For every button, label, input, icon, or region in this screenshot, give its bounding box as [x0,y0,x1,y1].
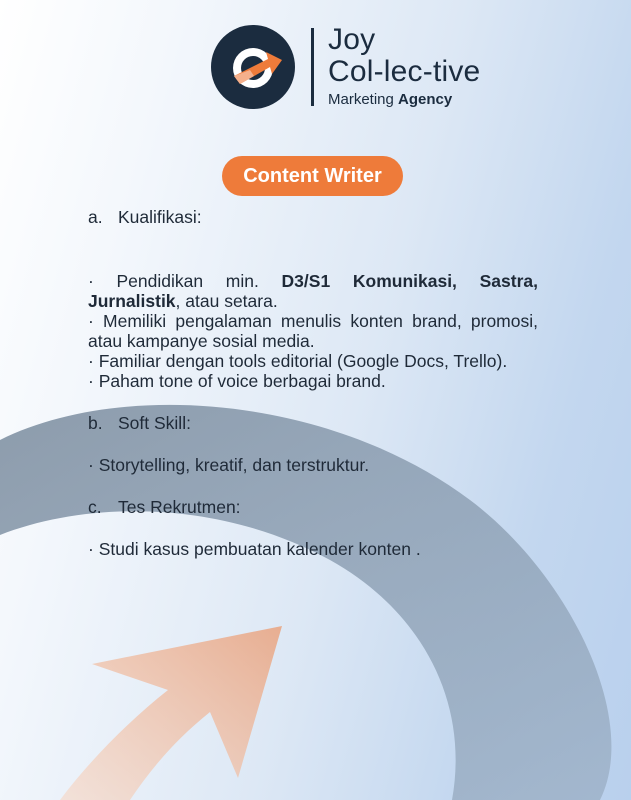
job-title-badge: Content Writer [222,156,403,196]
bullet-text-end: , atau setara. [175,291,278,311]
bullet-bold-text: D3/S1 Komunikasi, Sastra, Jurnalistik [88,271,538,311]
logo-mark-icon [210,24,296,110]
logo-line-collective: Col-lec-tive [328,55,481,88]
section-letter: b. [88,413,103,433]
list-item: · Paham tone of voice berbagai brand. [88,371,386,391]
logo-line-joy: Joy [328,23,376,56]
logo-divider [311,28,314,106]
list-item: · Studi kasus pembuatan kalender konten . [88,539,421,559]
section-title: Tes Rekrutmen: [118,497,241,517]
company-logo [210,24,500,112]
logo-tagline-regular: Marketing [328,91,394,108]
section-title: Kualifikasi: [118,207,202,227]
section-heading-qualifications [88,207,538,227]
section-letter: c. [88,497,102,517]
logo-wordmark [328,24,480,110]
job-requirements [88,207,538,559]
section-letter: a. [88,207,103,227]
background-arrow [60,626,282,800]
section-heading-soft-skill [88,413,538,433]
list-item [88,271,538,311]
logo-tagline-bold: Agency [398,91,453,108]
list-item: · Familiar dengan tools editorial (Google Docs, Trello). [88,351,508,371]
list-item: · Memiliki pengalaman menulis konten brand, promosi, atau kampanye sosial media. [88,311,538,351]
bullet-text: · Pendidikan min. [88,271,282,291]
section-title: Soft Skill: [118,413,191,433]
list-item: · Storytelling, kreatif, dan terstruktur. [88,455,370,475]
logo-line-tagline [328,90,480,110]
section-heading-recruitment-test [88,497,538,517]
